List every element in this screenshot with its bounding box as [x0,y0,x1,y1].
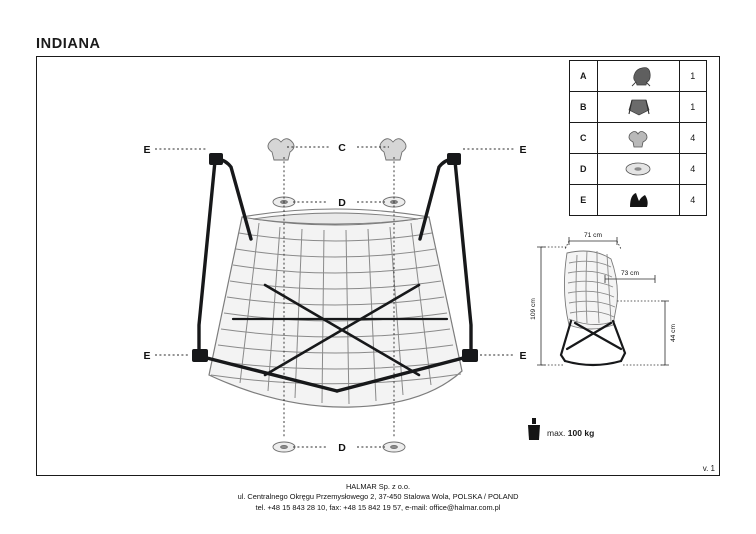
dimension-seat-height-label: 44 cm [670,324,677,342]
footer-contact: tel. +48 15 843 28 10, fax: +48 15 842 19 57, e-mail: office@halmar.com.pl [255,502,501,512]
table-row [570,61,707,92]
dimension-top-width-label: 71 cm [584,232,602,239]
chair-base-frame-icon [597,92,679,123]
part-letter: E [570,185,598,216]
weight-limit-note [527,418,594,447]
weight-limit-label [547,428,594,438]
table-row [570,92,707,123]
table-row [570,185,707,216]
butterfly-bracket-icon [597,123,679,154]
wing-chair-icon [597,61,679,92]
footer-address: ul. Centralnego Okręgu Przemysłowego 2, 37-450 Stalowa Wola, POLSKA / POLAND [237,492,519,502]
callout-e-mid-left: E [143,350,151,362]
callout-e-top-left: E [143,144,151,156]
callout-d-bottom: D [338,442,346,454]
exploded-assembly-view [37,57,607,475]
table-row [570,123,707,154]
weight-limit-icon [527,418,541,447]
parts-list-table [569,60,707,216]
callout-e-mid-right: E [519,350,527,362]
drawing-frame [36,56,720,476]
footer [0,482,756,513]
part-letter: C [570,123,598,154]
weight-limit-value: 100 kg [567,427,595,438]
chair-side-view-graphic [564,251,617,329]
part-letter: A [570,61,598,92]
part-qty: 1 [679,61,706,92]
callout-c-top: C [338,142,346,154]
page-title: INDIANA [36,36,101,52]
callout-d-top: D [338,197,346,209]
part-letter: D [570,154,598,185]
washer-icon [597,154,679,185]
footer-company: HALMAR Sp. z o.o. [345,482,411,491]
version-label: v. 1 [702,464,715,473]
part-qty: 4 [679,185,706,216]
dimension-seat-depth-label: 73 cm [621,270,639,277]
dimension-total-height-label: 109 cm [530,298,537,320]
rattan-shell-graphic [209,209,462,407]
table-row [570,154,707,185]
weight-limit-prefix: max. [547,427,566,438]
part-qty: 4 [679,154,706,185]
rubber-foot-icon [597,185,679,216]
callout-e-top-right: E [519,144,527,156]
dimension-drawing [525,223,697,383]
part-qty: 4 [679,123,706,154]
part-qty: 1 [679,92,706,123]
part-letter: B [570,92,598,123]
